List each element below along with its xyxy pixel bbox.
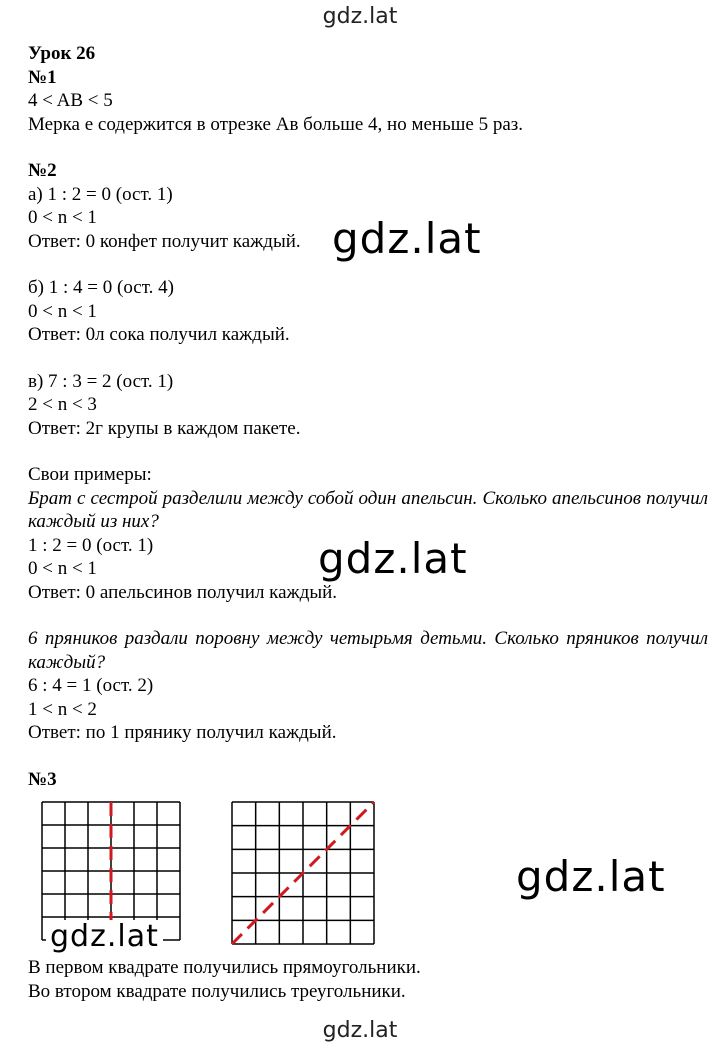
- document-body: [28, 42, 708, 791]
- watermark-overlay-3: gdz.lat: [516, 852, 666, 901]
- task2-number: №2: [28, 160, 57, 181]
- task2-c-line1: в) 7 : 3 = 2 (ост. 1): [28, 370, 174, 392]
- task2-c-line2: 2 < n < 3: [28, 394, 97, 415]
- task2-b-answer: Ответ: 0л сока получил каждый.: [28, 324, 290, 345]
- own-examples-heading: Свои примеры:: [28, 464, 152, 485]
- lesson-title: Урок 26: [28, 43, 96, 64]
- task2-c-answer: Ответ: 2г крупы в каждом пакете.: [28, 417, 301, 439]
- example2-answer: Ответ: по 1 прянику получил каждый.: [28, 722, 337, 743]
- watermark-overlay-4: gdz.lat: [46, 920, 163, 954]
- task2-b-line2: 0 < n < 1: [28, 300, 97, 322]
- header-watermark: gdz.lat: [322, 4, 398, 29]
- task3-number: №3: [28, 768, 57, 790]
- watermark-overlay-2: gdz.lat: [314, 538, 472, 580]
- task1-line2: Мерка е содержится в отрезке Ав больше 4, но меньше 5 раз.: [28, 113, 524, 135]
- example1-answer: Ответ: 0 апельсинов получил каждый.: [28, 581, 338, 603]
- task2-b-line1: б) 1 : 4 = 0 (ост. 4): [28, 277, 174, 298]
- task3-results: [28, 956, 708, 1003]
- task1-number: №1: [28, 66, 57, 88]
- grid-square-diagonal-cut: [230, 800, 376, 946]
- task3-result1: В первом квадрате получились прямоугольники.: [28, 957, 421, 978]
- example2-line1: 6 : 4 = 1 (ост. 2): [28, 675, 154, 696]
- task2-a-line1: а) 1 : 2 = 0 (ост. 1): [28, 183, 173, 205]
- task2-a-line2: 0 < n < 1: [28, 207, 97, 228]
- watermark-overlay-1: gdz.lat: [328, 218, 486, 260]
- example1-line1: 1 : 2 = 0 (ост. 1): [28, 534, 154, 556]
- task1-line1: 4 < AB < 5: [28, 90, 113, 111]
- example1-line2: 0 < n < 1: [28, 558, 97, 579]
- example2-line2: 1 < n < 2: [28, 698, 97, 720]
- task3-result2: Во втором квадрате получились треугольники.: [28, 980, 406, 1002]
- example2-problem: 6 пряников раздали поровну между четырьмя детьми. Сколько пряников получил каждый?: [28, 628, 708, 673]
- example1-problem: Брат с сестрой разделили между собой один апельсин. Сколько апельсинов получил каждый из них?: [28, 487, 708, 532]
- footer-watermark: gdz.lat: [322, 1018, 398, 1043]
- task2-a-answer: Ответ: 0 конфет получит каждый.: [28, 230, 301, 252]
